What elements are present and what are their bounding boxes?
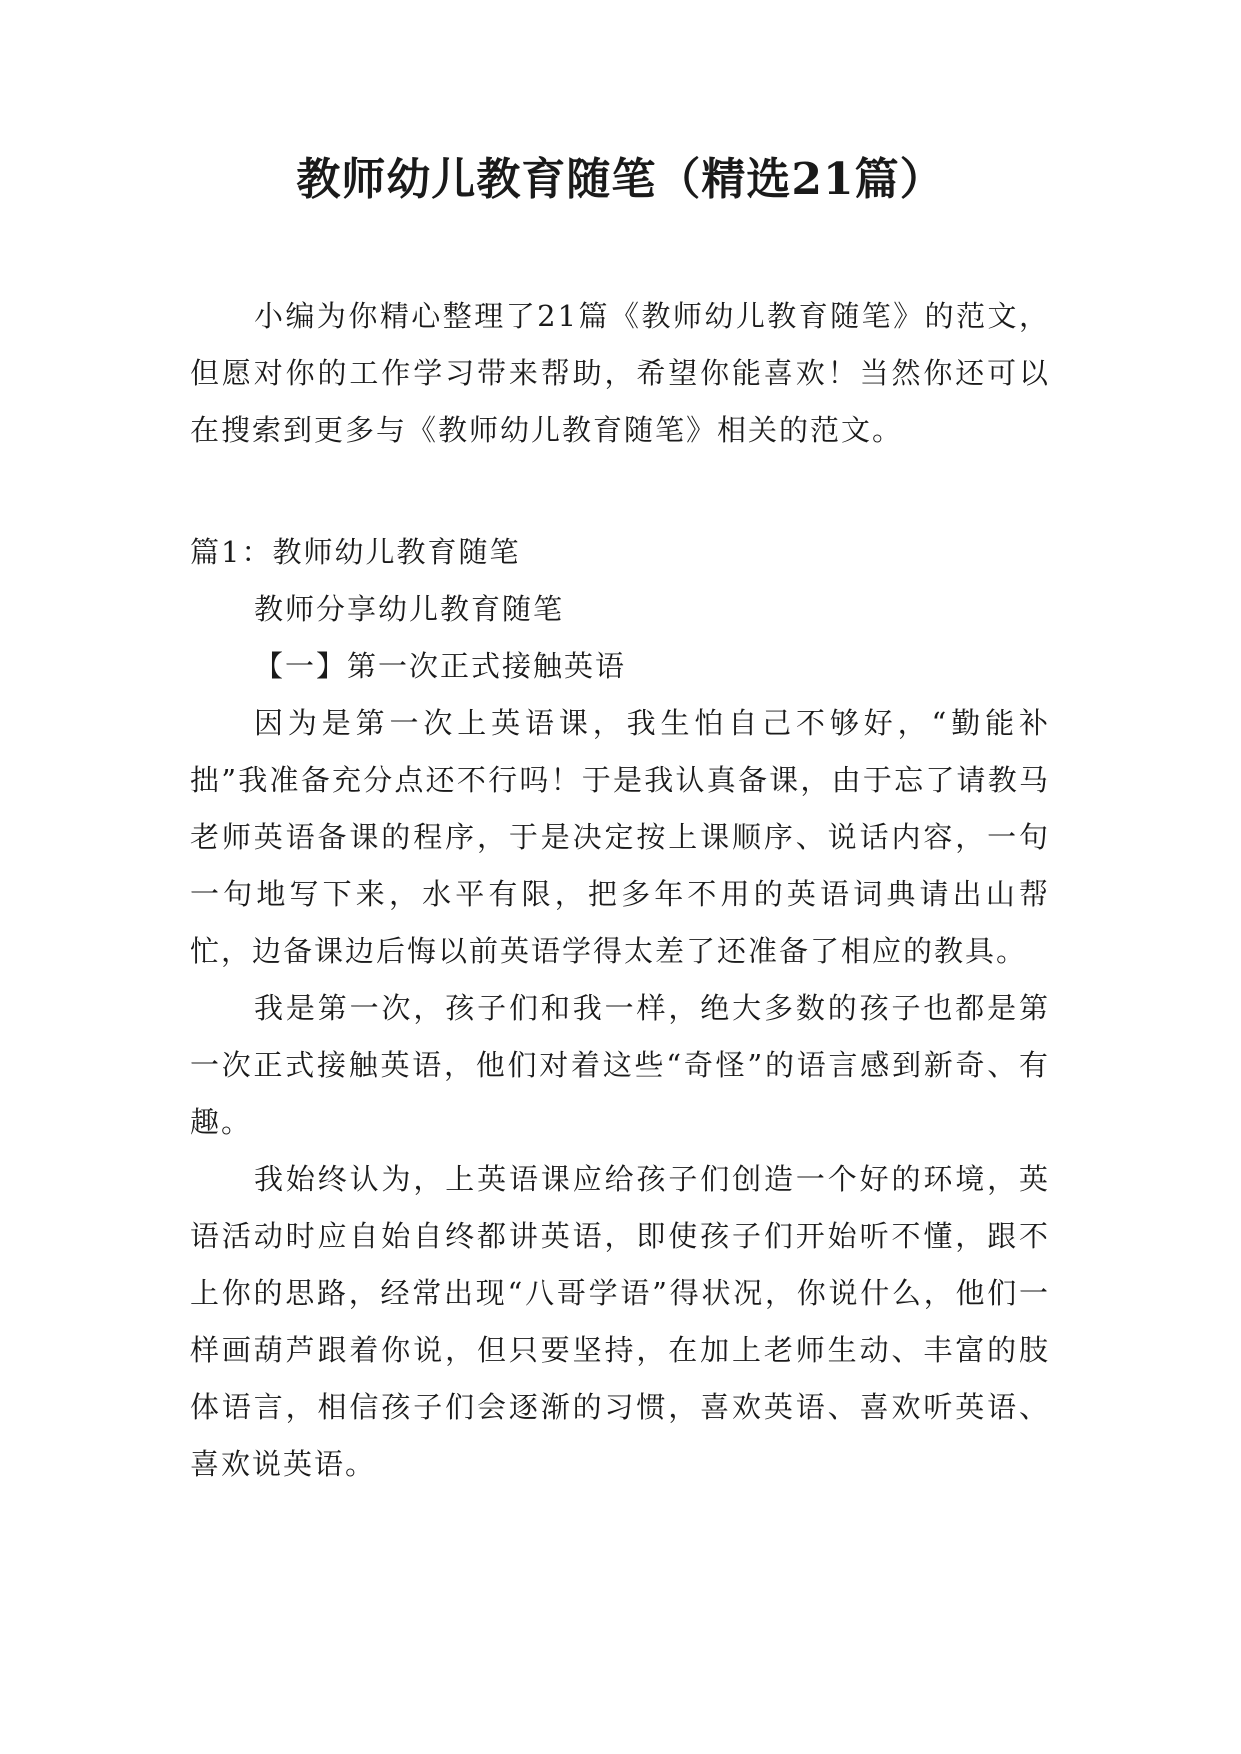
- subtitle: 教师分享幼儿教育随笔: [254, 592, 565, 626]
- intro-paragraph: 小编为你精心整理了21篇《教师幼儿教育随笔》的范文，但愿对你的工作学习带来帮助，希望你能喜欢！当然你还可以在搜索到更多与《教师幼儿教育随笔》相关的范文。: [190, 299, 1050, 447]
- part-heading: 【一】第一次正式接触英语: [254, 649, 627, 683]
- body-paragraph: 我始终认为，上英语课应给孩子们创造一个好的环境，英语活动时应自始自终都讲英语，即使孩子们开始听不懂，跟不上你的思路，经常出现“八哥学语”得状况，你说什么，他们一样画葫芦跟着你说，但只要坚持，在加上老师生动、丰富的肢体语言，相信孩子们会逐渐的习惯，喜欢英语、喜欢听英语、喜欢说英语。: [190, 1162, 1050, 1481]
- document-title: 教师幼儿教育随笔（精选21篇）: [296, 154, 945, 205]
- body-paragraph: 因为是第一次上英语课，我生怕自己不够好，“勤能补拙”我准备充分点还不行吗！于是我认真备课，由于忘了请教马老师英语备课的程序，于是决定按上课顺序、说话内容，一句一句地写下来，水平有限，把多年不用的英语词典请出山帮忙，边备课边后悔以前英语学得太差了还准备了相应的教具。: [190, 706, 1050, 968]
- document-body: [190, 288, 1050, 1493]
- section-heading: 篇1：教师幼儿教育随笔: [190, 535, 521, 569]
- body-paragraph: 我是第一次，孩子们和我一样，绝大多数的孩子也都是第一次正式接触英语，他们对着这些“奇怪”的语言感到新奇、有趣。: [190, 991, 1050, 1139]
